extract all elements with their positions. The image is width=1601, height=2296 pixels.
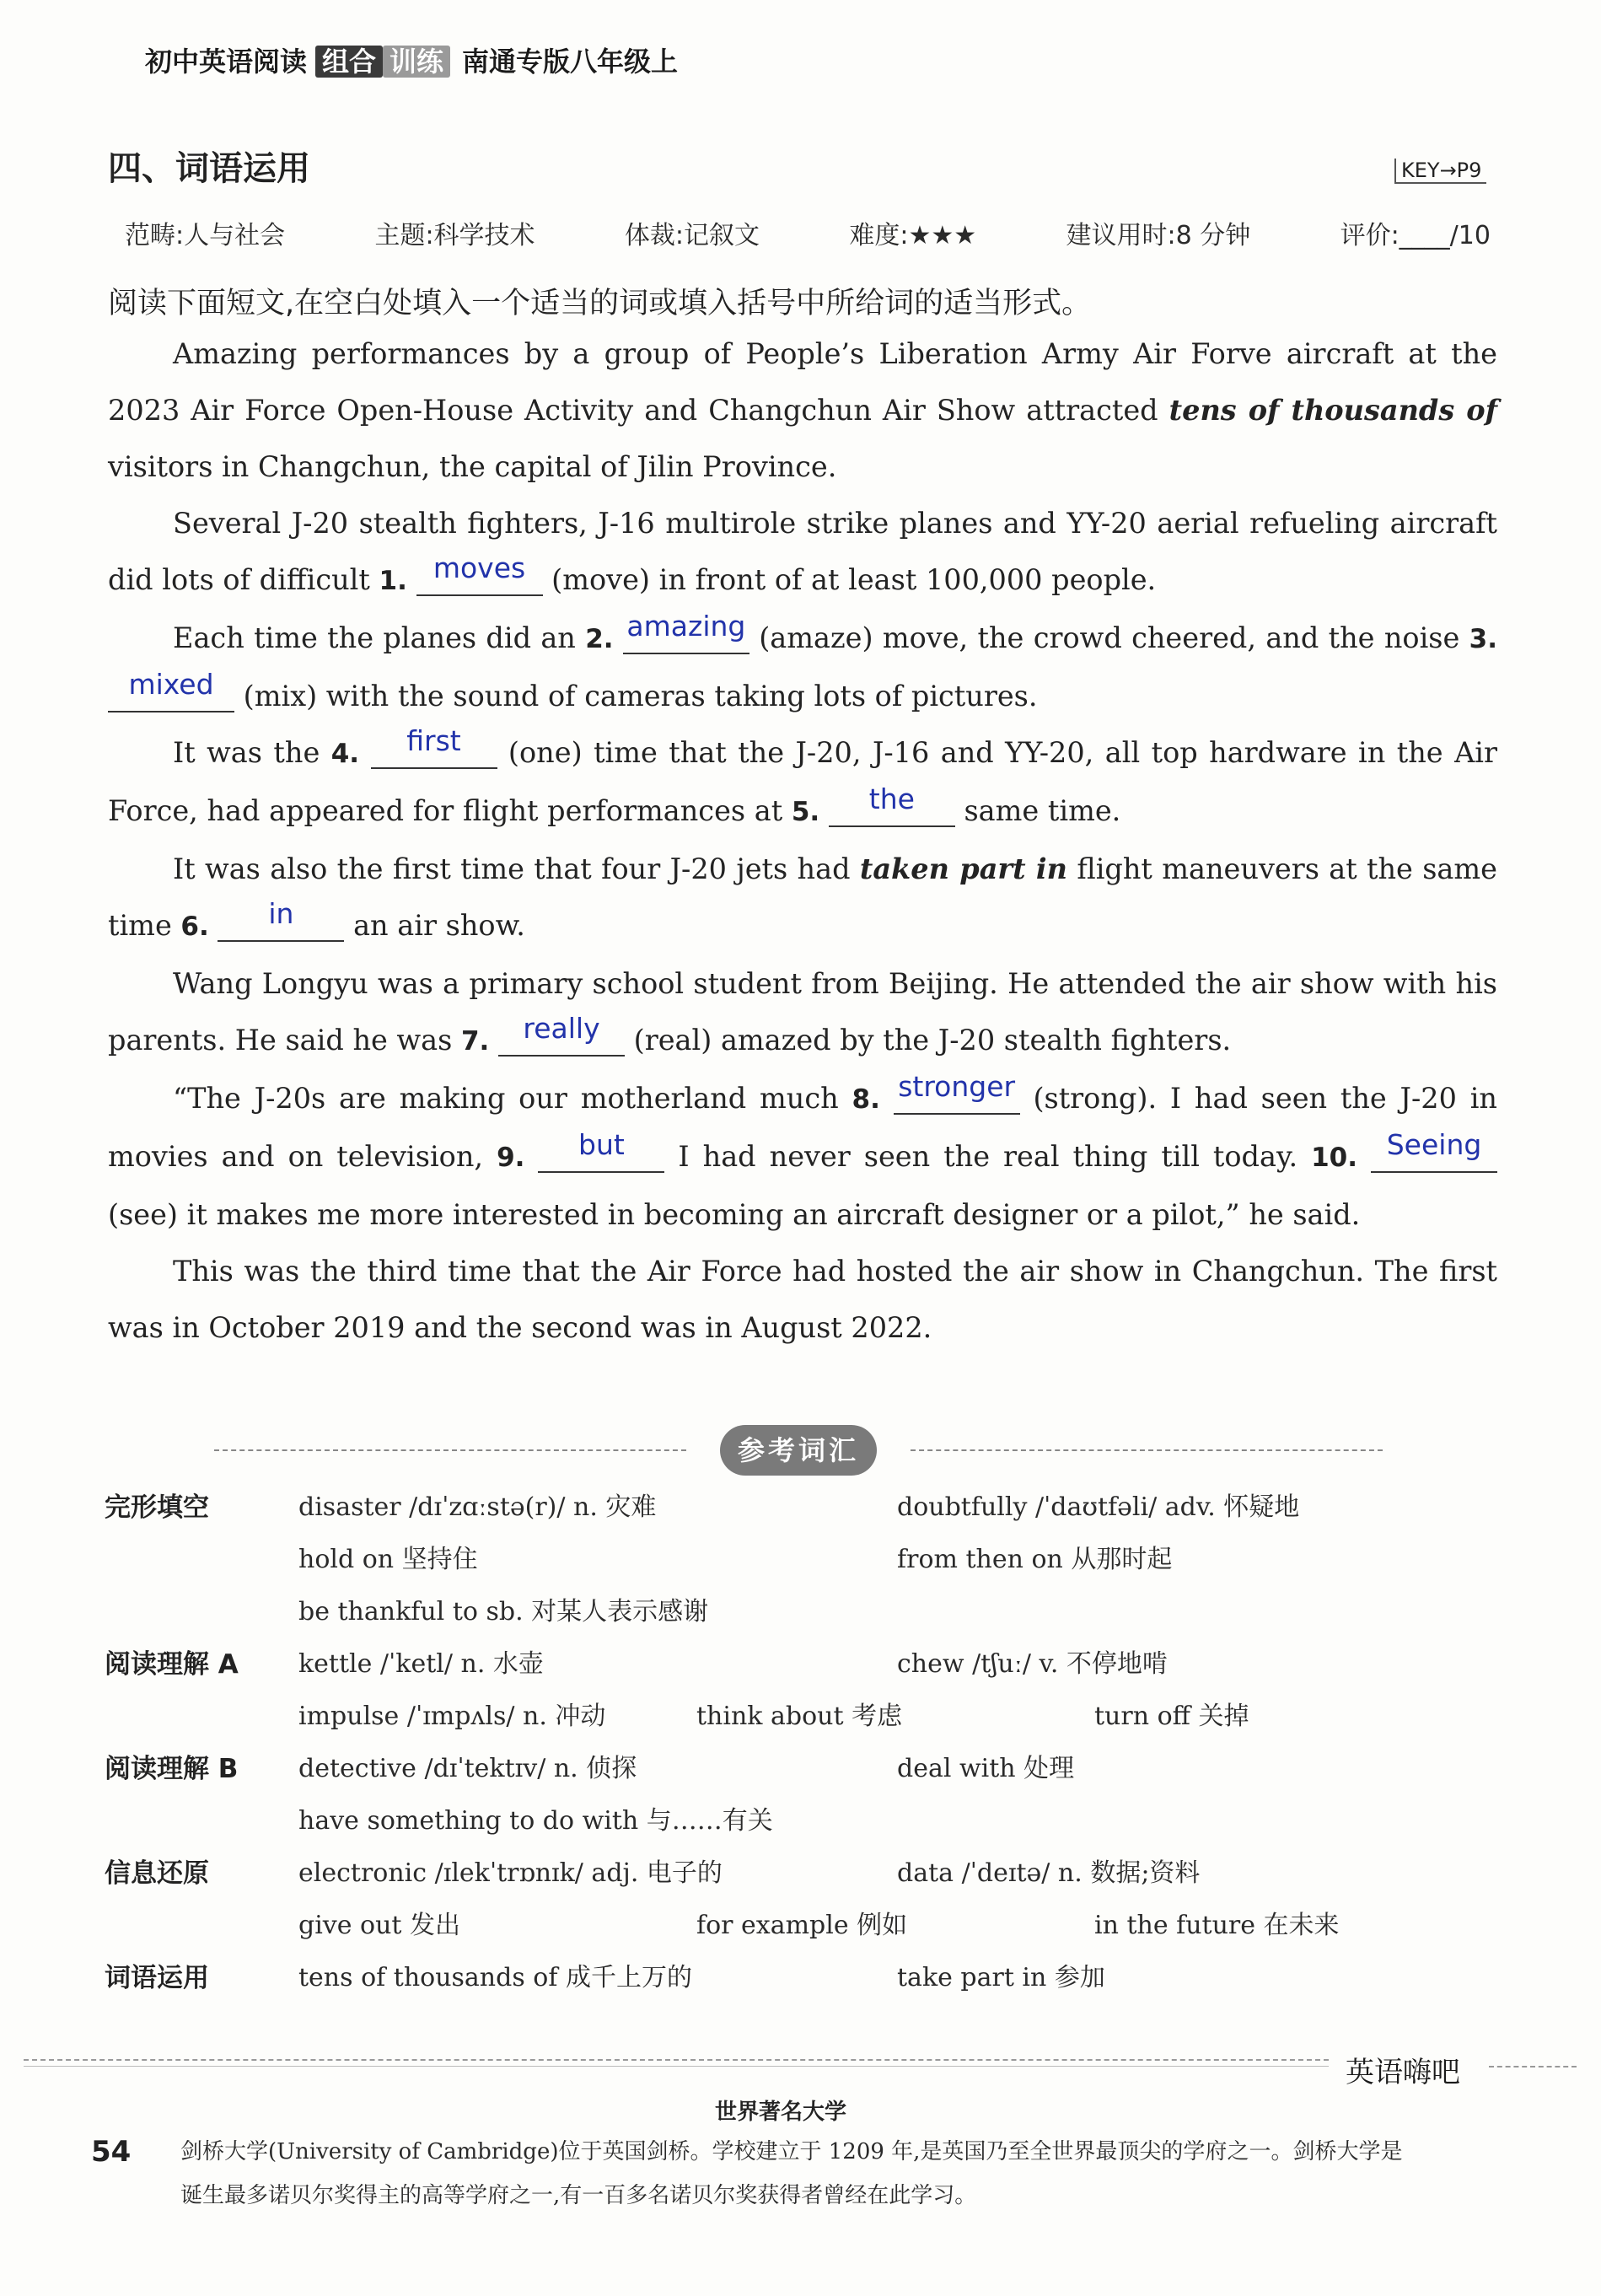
paragraph: Wang Longyu was a primary school student from Beijing. He attended the air show with his parents. He said he was 7. really (real) amazed by the J-20 stealth fighters. (108, 967, 1497, 1057)
paragraph: “The J-20s are making our motherland much 8. stronger (strong). I had seen the J-20 in movies and on television, 9. but I had never seen the real thing till today. 10. Seeing (see) it makes me more interested in becoming an aircraft designer or a pilot,” he said. (108, 1070, 1497, 1231)
vocab-entry: for example 例如 (696, 1911, 908, 1940)
vocab-label-info: 信息还原 (105, 1858, 209, 1889)
paragraph: Several J-20 stealth fighters, J-16 multirole strike planes and YY-20 aerial refueling aircraft did lots of difficult 1. moves (move) in front of at least 100,000 people. (108, 507, 1497, 596)
handwritten-answer: amazing (626, 610, 746, 643)
vocab-entry: be thankful to sb. 对某人表示感谢 (298, 1597, 709, 1627)
blank-number: 9. (497, 1143, 525, 1173)
vocab-entry: give out 发出 (298, 1911, 461, 1940)
vocab-entry: impulse /ˈɪmpʌls/ n. 冲动 (298, 1702, 606, 1731)
vocab-entry: think about 考虑 (696, 1702, 903, 1731)
vocab-entry: turn off 关掉 (1094, 1702, 1249, 1731)
blank-number: 1. (379, 566, 407, 596)
meta-score: 评价:____/10 (1340, 221, 1491, 250)
book-header (145, 40, 678, 79)
vocab-label-cloze: 完形填空 (105, 1492, 209, 1523)
badge-combo: 组合 (315, 46, 383, 78)
meta-genre: 体裁:记叙文 (624, 221, 760, 250)
vocab-label-word-use: 词语运用 (105, 1963, 209, 1993)
answer-blank[interactable] (623, 610, 749, 654)
handwritten-answer: the (868, 782, 915, 815)
blank-number: 7. (460, 1026, 490, 1057)
instruction: 阅读下面短文,在空白处填入一个适当的词或填入括号中所给词的适当形式。 (108, 287, 1092, 320)
answer-key-ref: KEY→P9 (1394, 159, 1486, 184)
meta-scope: 范畴:人与社会 (125, 221, 286, 250)
vocab-entry: take part in 参加 (897, 1963, 1105, 1992)
series-title: 初中英语阅读 (145, 46, 308, 78)
answer-blank[interactable] (538, 1128, 664, 1173)
handwritten-answer: moves (432, 551, 526, 584)
blank-number: 6. (180, 911, 209, 942)
vocab-entry: kettle /ˈketl/ n. 水壶 (298, 1649, 544, 1679)
blank-number: 3. (1469, 624, 1497, 654)
vocab-entry: chew /tʃuː/ v. 不停地啃 (897, 1649, 1168, 1679)
handwritten-answer: Seeing (1386, 1128, 1482, 1161)
handwritten-answer: really (523, 1012, 600, 1045)
answer-blank[interactable] (108, 668, 234, 712)
paragraph: This was the third time that the Air Force had hosted the air show in Changchun. The first was in October 2019 and the second was in August 2022. (108, 1255, 1497, 1344)
vocab-label-reading-b: 阅读理解 B (105, 1754, 239, 1784)
paragraph: Each time the planes did an 2. amazing (amaze) move, the crowd cheered, and the noise 3. mixed (mix) with the sound of cameras taking lots of pictures. (108, 610, 1497, 724)
answer-blank[interactable] (1371, 1128, 1497, 1173)
blank-number: 4. (330, 739, 360, 769)
edition-title: 南通专版八年级上 (462, 46, 679, 78)
footer-text: 剑桥大学(University of Cambridge)位于英国剑桥。学校建立于 1209 年,是英国乃至全世界最顶尖的学府之一。剑桥大学是诞生最多诺贝尔奖得主的高等学府之一,有一百多名诺贝尔奖获得者曾经在此学习。 (180, 2139, 1403, 2208)
vocab-entry: from then on 从那时起 (897, 1545, 1173, 1574)
vocab-entry: deal with 处理 (897, 1754, 1075, 1783)
vocab-entry: detective /dɪˈtektɪv/ n. 侦探 (298, 1754, 637, 1783)
blank-number: 2. (585, 624, 614, 654)
vocab-entry: tens of thousands of 成千上万的 (298, 1963, 692, 1992)
paragraph: Amazing performances by a group of People’s Liberation Army Air Forve aircraft at the 2023 Air Force Open-House Activity and Changchun Air Show attracted tens of thousands of visitors in Changchun, the capital of Jilin Province. (108, 337, 1498, 483)
blank-number: 8. (852, 1084, 880, 1115)
divider-line (911, 1449, 1383, 1451)
vocab-entry: hold on 坚持住 (298, 1545, 478, 1574)
meta-theme: 主题:科学技术 (374, 221, 535, 250)
vocab-entry: have something to do with 与……有关 (298, 1806, 773, 1836)
blank-number: 5. (791, 797, 820, 827)
handwritten-answer: stronger (898, 1070, 1016, 1103)
answer-blank[interactable] (498, 1012, 625, 1057)
page-number: 54 (91, 2135, 132, 2169)
paragraph: It was also the first time that four J-20 jets had taken part in flight maneuvers at the same time 6. in an air show. (108, 852, 1497, 942)
badge-training: 训练 (383, 46, 450, 78)
vocab-divider (214, 1425, 1383, 1476)
meta-difficulty: 难度:★★★ (849, 221, 977, 250)
vocab-entry: doubtfully /ˈdaʊtfəli/ adv. 怀疑地 (897, 1492, 1300, 1522)
blank-number: 10. (1311, 1143, 1358, 1173)
vocab-entry: electronic /ɪlekˈtrɒnɪk/ adj. 电子的 (298, 1858, 723, 1888)
answer-blank[interactable] (371, 724, 497, 769)
handwritten-answer: mixed (128, 668, 214, 701)
exercise-meta (125, 214, 1491, 251)
footer-rule (24, 2059, 1329, 2061)
vocab-entry: disaster /dɪˈzɑːstə(r)/ n. 灾难 (298, 1492, 657, 1522)
footer-rule (24, 2066, 1329, 2067)
footer-rule (1489, 2066, 1577, 2067)
vocab-entry: in the future 在未来 (1094, 1911, 1340, 1940)
vocab-entry: data /ˈdeɪtə/ n. 数据;资料 (897, 1858, 1201, 1888)
footer-brand: 英语嗨吧 (1346, 2056, 1460, 2089)
meta-time: 建议用时:8 分钟 (1066, 221, 1251, 250)
vocab-badge: 参考词汇 (720, 1425, 877, 1476)
vocab-label-reading-a: 阅读理解 A (105, 1649, 239, 1680)
handwritten-answer: but (578, 1128, 625, 1161)
key-phrase: taken part in (859, 852, 1067, 885)
handwritten-answer: in (268, 897, 294, 930)
footer-title: 世界著名大学 (715, 2100, 847, 2125)
divider-line (214, 1449, 686, 1451)
handwritten-answer: first (406, 724, 461, 757)
reading-passage (108, 325, 1497, 1356)
paragraph: It was the 4. first (one) time that the J-20, J-16 and YY-20, all top hardware in the Air Force, had appeared for flight performances at 5. the same time. (108, 724, 1497, 827)
answer-blank[interactable] (829, 782, 955, 827)
key-phrase: tens of thousands of (1169, 394, 1498, 427)
answer-blank[interactable] (416, 551, 543, 596)
answer-blank[interactable] (894, 1070, 1020, 1115)
section-title: 四、词语运用 (108, 149, 310, 188)
answer-blank[interactable] (218, 897, 344, 942)
